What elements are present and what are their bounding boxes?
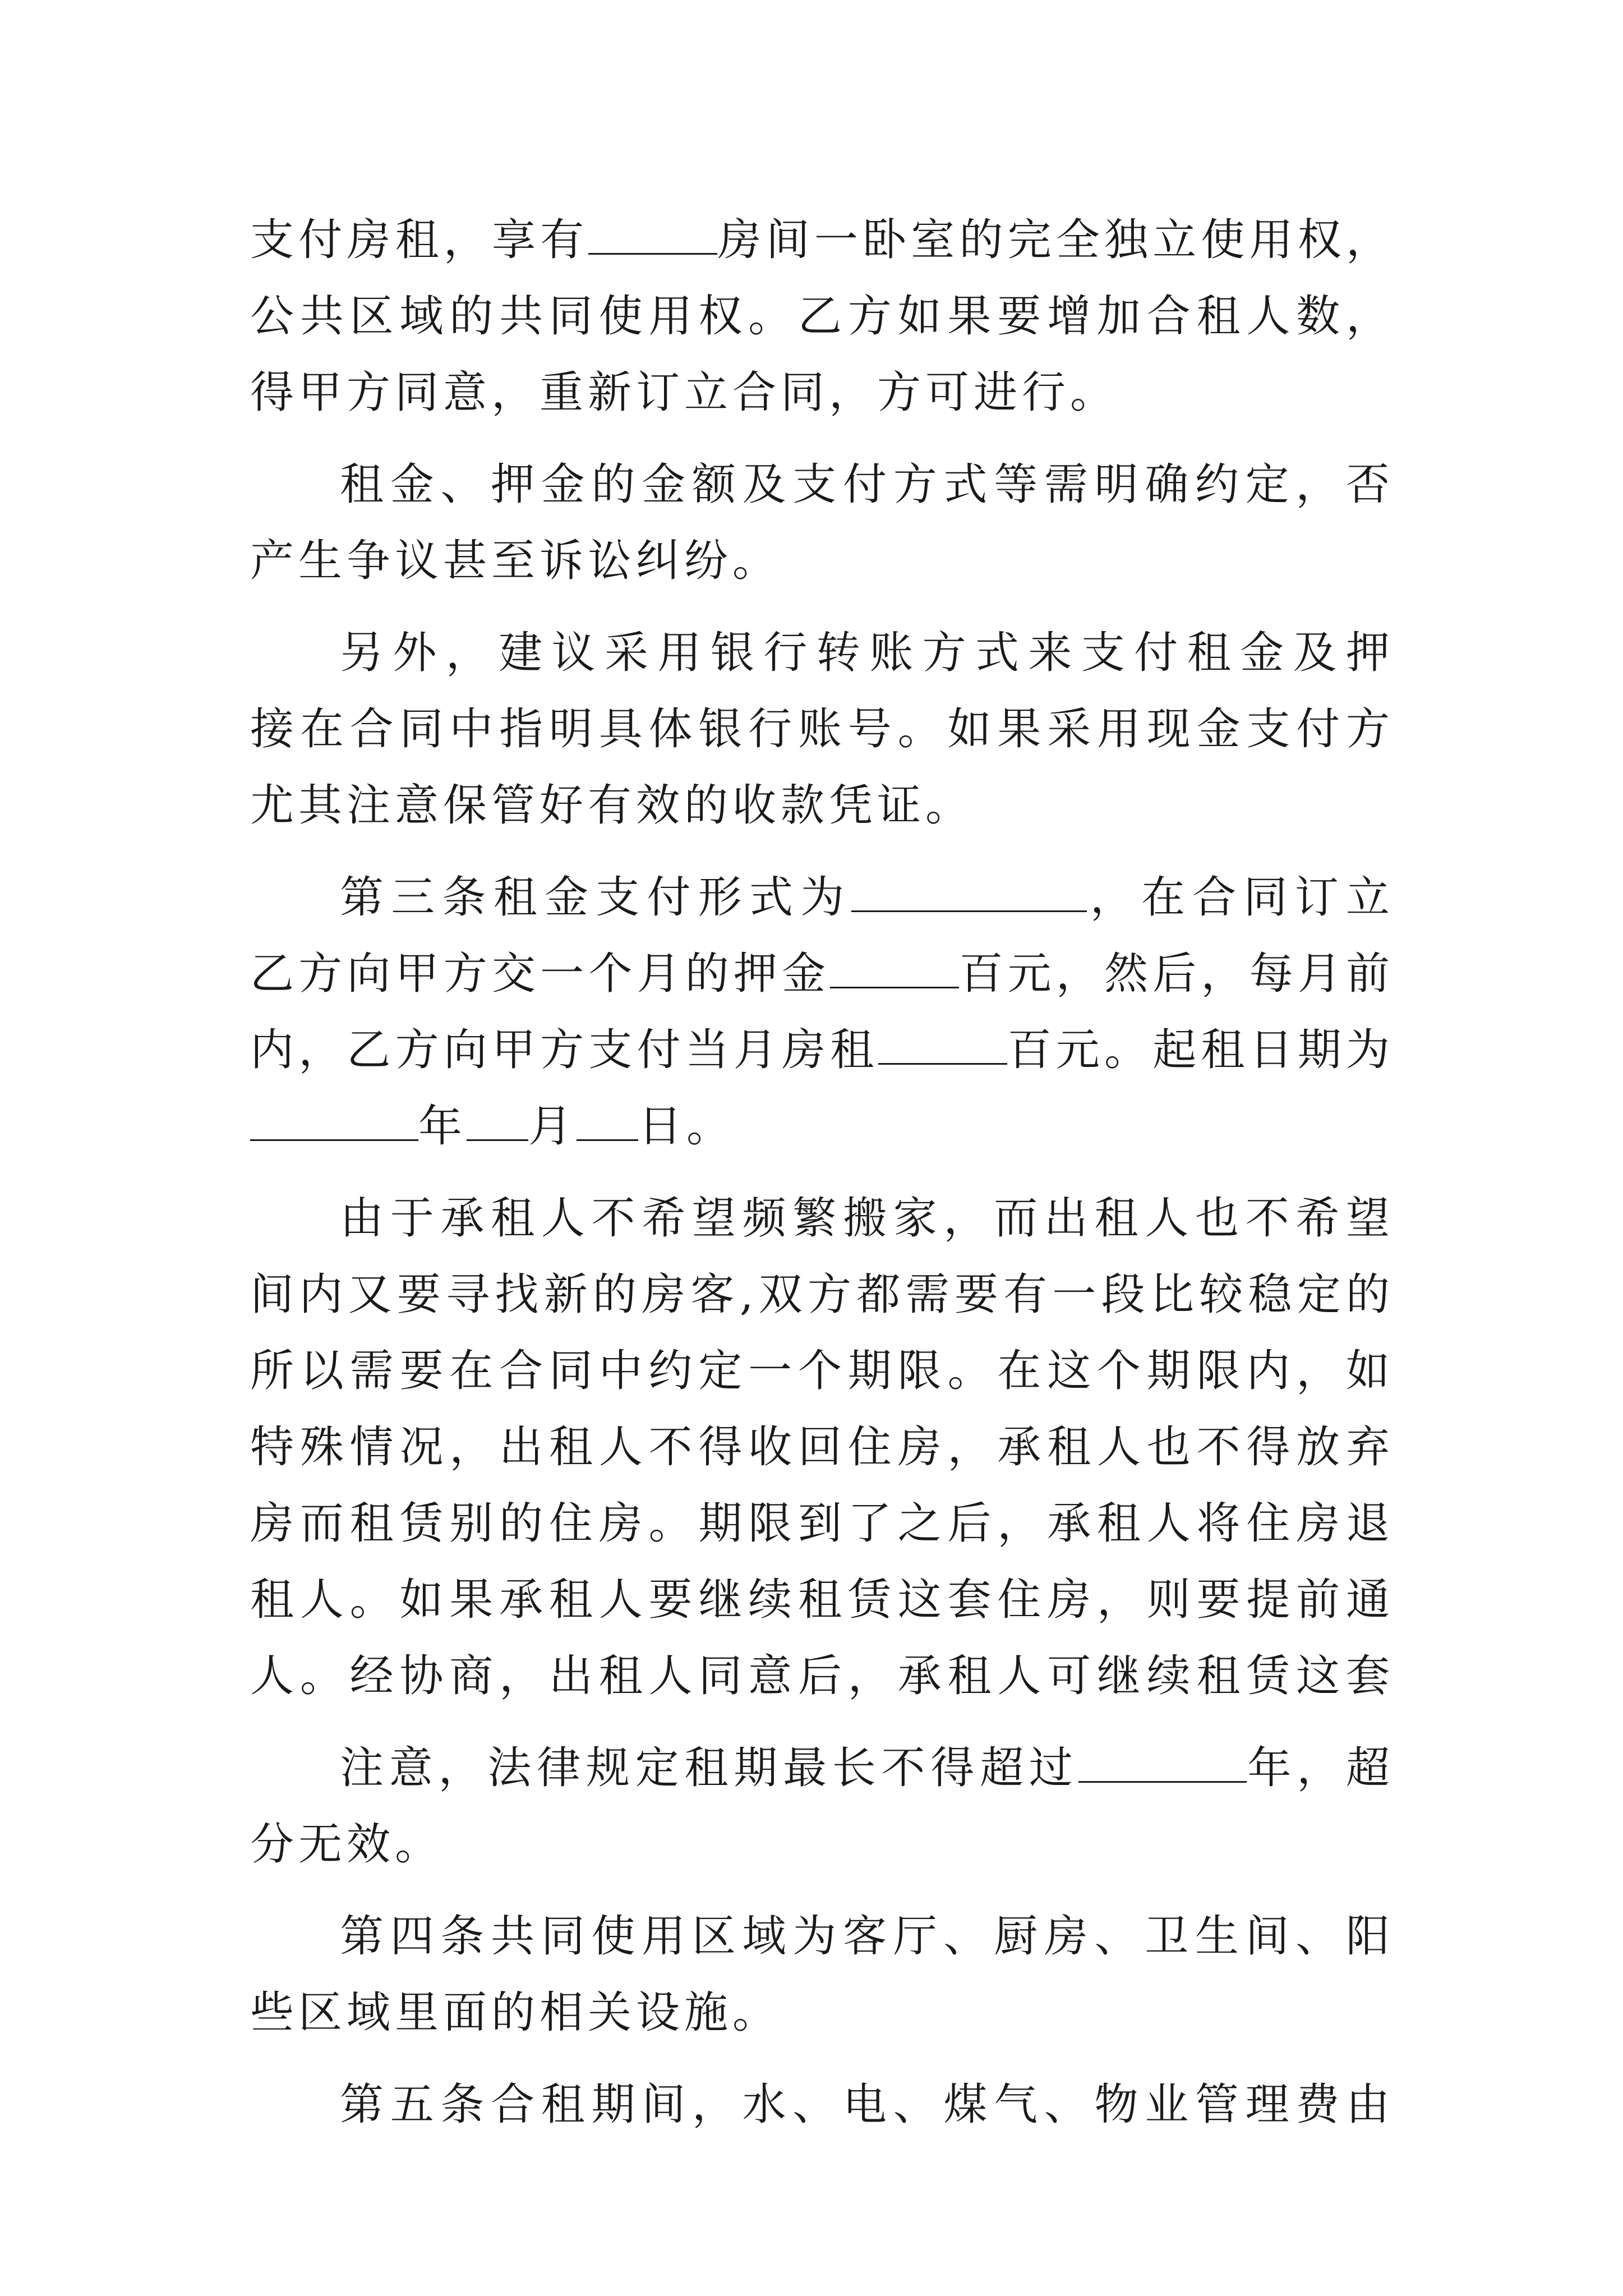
paragraph-line: 接在合同中指明具体银行账号。如果采用现金支付方 [250, 704, 1394, 754]
paragraph-line [250, 936, 1394, 1012]
paragraph-line: 租人。如果承租人要继续租赁这套住房，则要提前通 [250, 1575, 1394, 1625]
paragraph-line: 间内又要寻找新的房客,双方都需要有一段比较稳定的 [250, 1269, 1394, 1320]
paragraph-line: 第四条共同使用区域为客厅、厨房、卫生间、阳 [340, 1911, 1394, 1962]
paragraph-line: 所以需要在合同中约定一个期限。在这个期限内，如 [250, 1346, 1394, 1396]
paragraph-line: 些区域里面的相关设施。 [250, 1987, 781, 2038]
fill-in-blank[interactable] [588, 214, 717, 255]
text-segment: 乙方向甲方交一个月的押金 [250, 949, 831, 999]
paragraph-line: 第五条合租期间，水、电、煤气、物业管理费由 [340, 2079, 1394, 2130]
text-segment: ，在合同订立 [1087, 872, 1394, 923]
paragraph-line [250, 202, 1394, 278]
text-segment: 百元，然后，每月前 [959, 949, 1394, 999]
start-day-blank[interactable] [577, 1100, 638, 1141]
start-month-blank[interactable] [467, 1100, 528, 1141]
text-segment: 内，乙方向甲方支付当月房租 [250, 1025, 879, 1075]
text-segment: 年，超 [1246, 1743, 1394, 1793]
paragraph-line: 另外，建议采用银行转账方式来支付租金及押 [340, 628, 1394, 678]
paragraph-line: 尤其注意保管好有效的收款凭证。 [250, 780, 974, 831]
text-segment: 房间一卧室的完全独立使用权， [717, 215, 1394, 265]
document-body [250, 202, 1394, 2143]
paragraph-line: 人。经协商，出租人同意后，承租人可继续租赁这套 [250, 1651, 1394, 1701]
deposit-blank[interactable] [830, 947, 959, 988]
paragraph-line [250, 1012, 1394, 1088]
paragraph-line: 公共区域的共同使用权。乙方如果要增加合租人数， [250, 291, 1394, 342]
start-year-blank[interactable] [250, 1100, 418, 1141]
payment-form-blank[interactable] [851, 871, 1087, 912]
paragraph-line: 得甲方同意，重新订立合同，方可进行。 [250, 367, 1119, 418]
text-segment: 月 [528, 1101, 577, 1152]
text-segment: 日。 [638, 1101, 735, 1152]
text-segment: 第三条租金支付形式为 [340, 872, 852, 923]
paragraph-line: 房而租赁别的住房。期限到了之后，承租人将住房退 [250, 1498, 1394, 1549]
paragraph-line: 分无效。 [250, 1819, 444, 1870]
text-segment: 注意，法律规定租期最长不得超过 [340, 1743, 1078, 1793]
paragraph-line: 产生争议甚至诉讼纠纷。 [250, 536, 781, 586]
text-segment: 年 [418, 1101, 467, 1152]
paragraph-line [250, 859, 1394, 936]
max-term-blank[interactable] [1078, 1742, 1247, 1783]
paragraph-line: 由于承租人不希望频繁搬家，而出租人也不希望 [340, 1193, 1394, 1244]
paragraph-line [250, 1730, 1394, 1806]
rent-blank[interactable] [878, 1024, 1007, 1065]
paragraph-line: 特殊情况，出租人不得收回住房，承租人也不得放弃 [250, 1422, 1394, 1473]
paragraph-line [250, 1088, 1394, 1165]
text-segment: 支付房租，享有 [250, 215, 589, 265]
text-segment: 百元。起租日期为 [1007, 1025, 1394, 1075]
paragraph-line: 租金、押金的金额及支付方式等需明确约定，否 [340, 459, 1394, 510]
